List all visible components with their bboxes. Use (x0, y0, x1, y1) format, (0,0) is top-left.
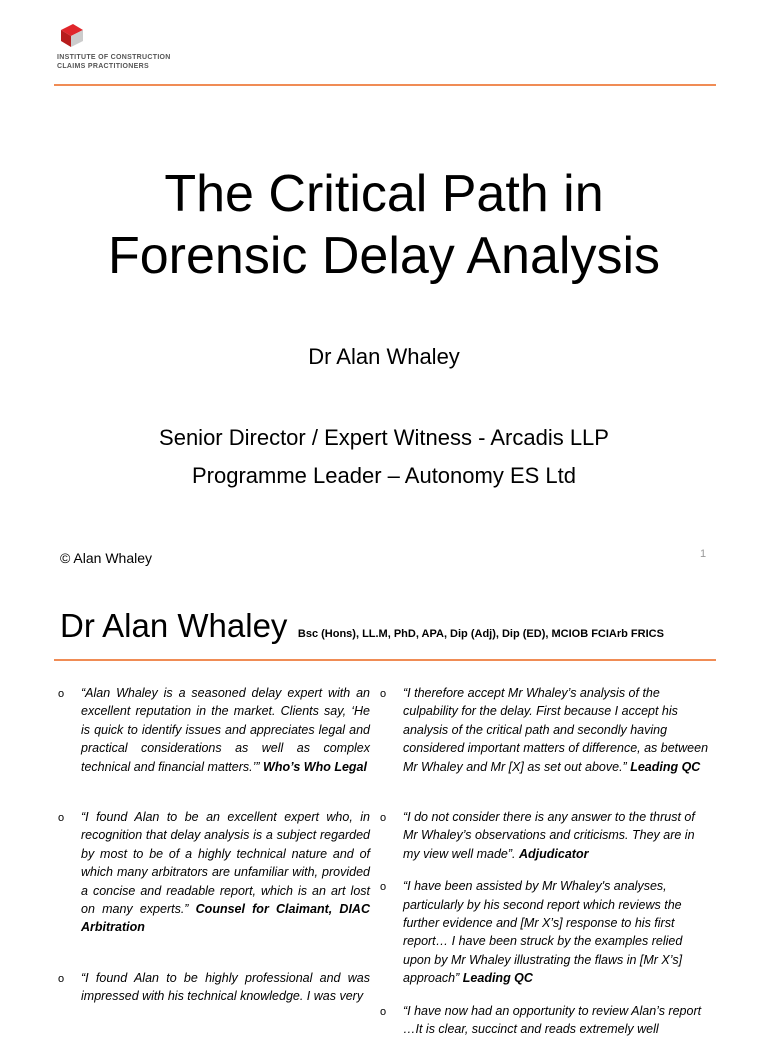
author-roles (0, 419, 768, 495)
bullet-icon: o (58, 688, 65, 700)
bullet-icon: o (58, 972, 65, 985)
bullet-icon: o (380, 881, 387, 894)
icp-logo (57, 22, 87, 48)
role-line: Senior Director / Expert Witness - Arcadis LLP (159, 425, 609, 450)
testimonials-left-column (58, 684, 370, 1006)
testimonial-source: Counsel for Claimant, DIAC Arbitration (81, 902, 370, 935)
testimonial-text: “I do not consider there is any answer to the thrust of Mr Whaley’s observations and criticisms. They are in my view well made”. (403, 810, 695, 861)
testimonial (380, 808, 710, 863)
copyright-notice: © Alan Whaley (60, 550, 153, 566)
logo-line: INSTITUTE OF CONSTRUCTION (57, 54, 171, 61)
title-line: Forensic Delay Analysis (108, 227, 660, 285)
testimonial (58, 684, 370, 776)
testimonial-text: “I found Alan to be highly professional and was impressed with his technical knowledge. I was very (81, 970, 370, 1004)
bullet-icon: o (380, 812, 387, 825)
testimonial-source: Leading QC (630, 759, 701, 774)
testimonial-text: “Alan Whaley is a seasoned delay expert with an excellent reputation in the market. Clients say, ‘He is quick to identify issues and appreciates legal and practical considerations as well as complex technical and financial matters.’” (81, 686, 370, 774)
profile-qualifications: Bsc (Hons), LL.M, PhD, APA, Dip (Adj), Dip (ED), MCIOB FCIArb FRICS (297, 628, 664, 640)
header-divider (54, 84, 716, 86)
testimonial (58, 808, 370, 937)
testimonial-text: “I found Alan to be an excellent expert who, in recognition that delay analysis is a subject regarded by most to be of a highly technical nature and of which many arbitrators are unfamiliar with, provided a concise and readable report, which is an art lost on many experts.” (81, 810, 370, 917)
testimonial (58, 969, 370, 1006)
logo-line: CLAIMS PRACTITIONERS (57, 62, 149, 70)
testimonial (380, 877, 710, 987)
testimonial-text: “I therefore accept Mr Whaley’s analysis of the culpability for the delay. First because I accept his analysis of the critical path and secondly having considered important matters of difference, as between Mr Whaley and Mr [X] as set out above.” (403, 686, 709, 774)
section-divider (54, 659, 716, 661)
profile-heading (60, 607, 664, 645)
logo-wordmark (57, 54, 171, 71)
cube-logo-icon (57, 22, 87, 48)
page-number: 1 (700, 548, 707, 560)
author-name: Dr Alan Whaley (308, 344, 460, 369)
profile-name: Dr Alan Whaley (60, 607, 288, 644)
testimonial-source: Leading QC (462, 971, 533, 986)
testimonial-text: “I have now had an opportunity to review Alan’s report …It is clear, succinct and reads extremely well (403, 1003, 702, 1037)
bullet-icon: o (380, 688, 387, 700)
testimonial (380, 1002, 710, 1039)
testimonial-source: Who’s Who Legal (263, 759, 367, 774)
bullet-icon: o (380, 1005, 387, 1018)
title-line: The Critical Path in (164, 165, 604, 223)
testimonials-right-column (380, 684, 710, 1039)
testimonial (380, 684, 710, 776)
slide-title (0, 163, 768, 287)
role-line: Programme Leader – Autonomy ES Ltd (192, 463, 576, 488)
testimonial-source: Adjudicator (519, 846, 589, 861)
testimonial-text: “I have been assisted by Mr Whaley's analyses, particularly by his second report which reviews the further evidence and [Mr X’s] response to his first report… I have been struck by the examples relied upon by Mr Whaley illustrating the flaws in [Mr X’s] approach” (403, 879, 683, 986)
bullet-icon: o (58, 812, 65, 825)
